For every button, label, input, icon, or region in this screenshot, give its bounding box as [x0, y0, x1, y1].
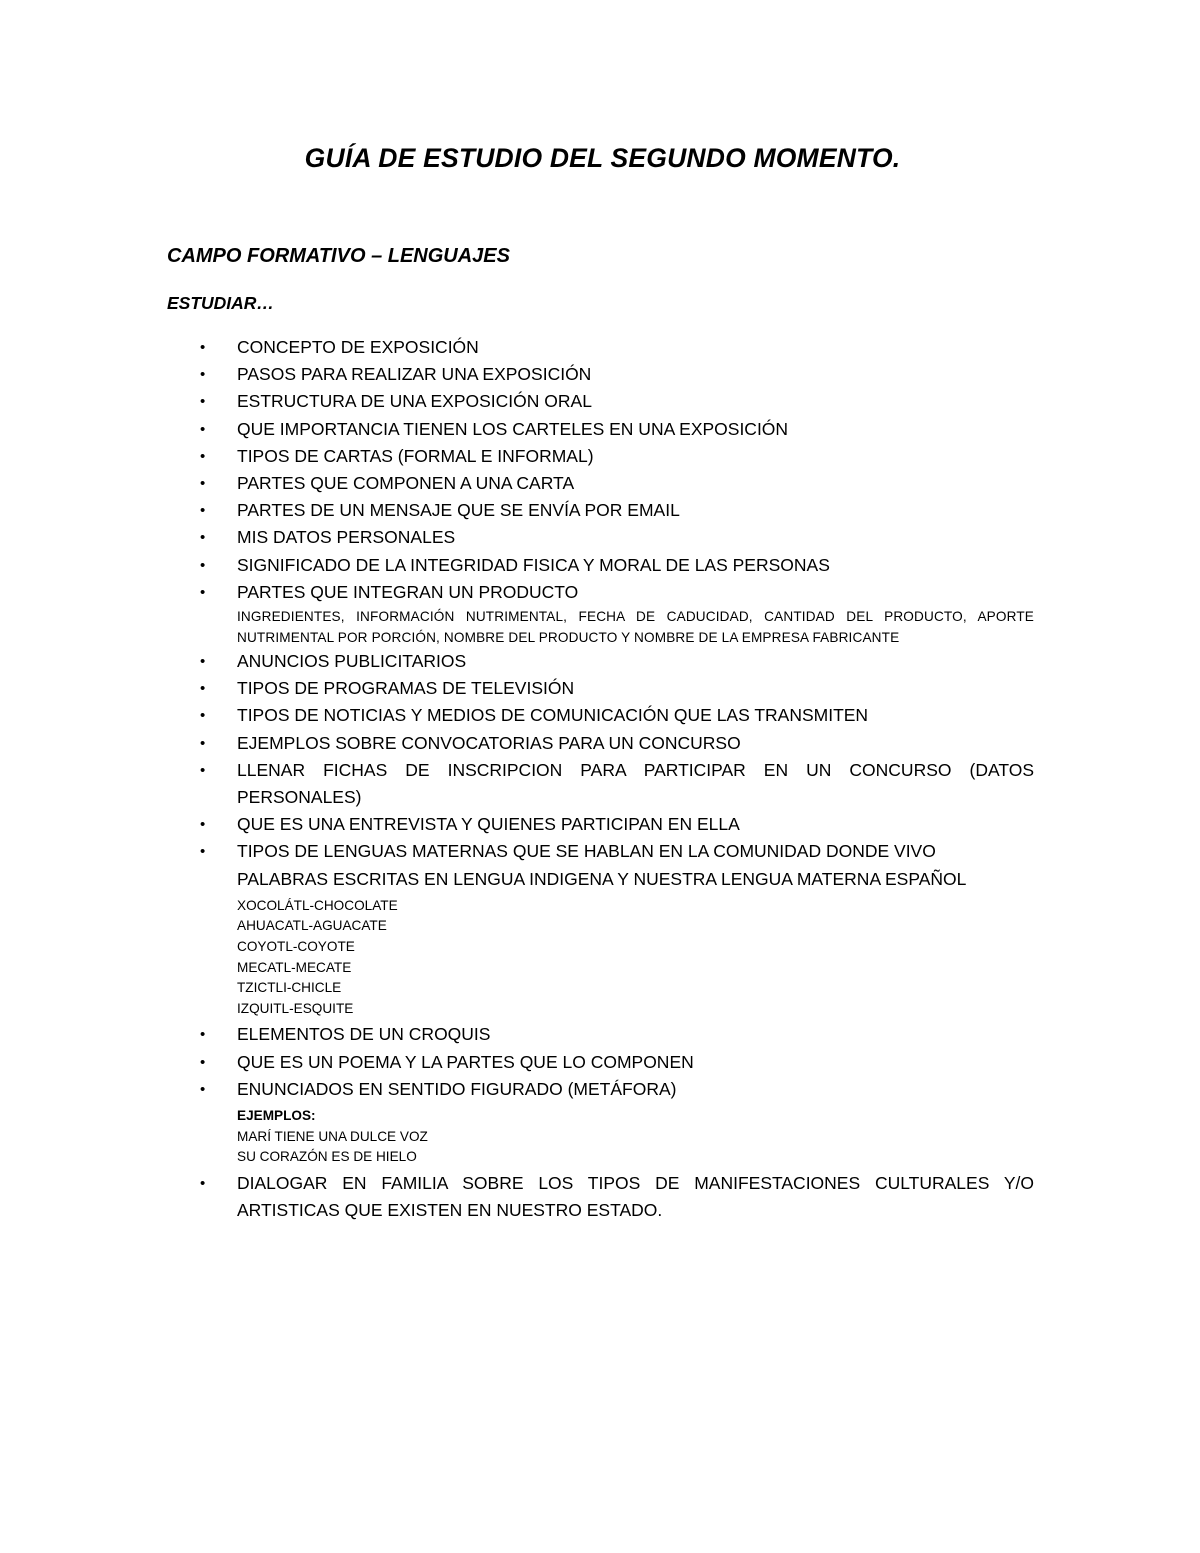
- topic-text: ANUNCIOS PUBLICITARIOS: [237, 651, 467, 672]
- topic-item-email-parts: [167, 497, 1034, 524]
- topic-text: TIPOS DE CARTAS (FORMAL E INFORMAL): [237, 445, 594, 466]
- topic-list: [167, 334, 1034, 1224]
- topic-text: ENUNCIADOS EN SENTIDO FIGURADO (METÁFORA): [237, 1078, 677, 1099]
- indigenous-word: XOCOLÁTL-CHOCOLATE: [237, 897, 398, 913]
- study-heading: ESTUDIAR…: [167, 293, 274, 313]
- indigenous-words-list: [237, 893, 1034, 1022]
- metaphor-examples: [237, 1103, 1034, 1170]
- bullet-icon: •: [200, 1174, 206, 1192]
- topic-item-oral-exposition-structure: [167, 388, 1034, 415]
- bullet-icon: •: [200, 1026, 206, 1044]
- topic-item-letter-types: [167, 443, 1034, 470]
- product-parts-detail: INGREDIENTES, INFORMACIÓN NUTRIMENTAL, FECHA DE CADUCIDAD, CANTIDAD DEL PRODUCTO, APORTE NUTRIMENTAL POR PORCIÓN, NOMBRE DEL PRODUCTO Y NOMBRE DE LA EMPRESA FABRICANTE: [237, 609, 1034, 646]
- bullet-icon: •: [200, 556, 206, 574]
- topic-item-news-types: [167, 702, 1034, 729]
- topic-item-contest-calls: [167, 730, 1034, 757]
- topic-text: PARTES DE UN MENSAJE QUE SE ENVÍA POR EMAIL: [237, 500, 680, 521]
- topic-item-exposition-steps: [167, 361, 1034, 388]
- topic-item-cultural-manifestations: [167, 1170, 1034, 1224]
- topic-text: QUE ES UNA ENTREVISTA Y QUIENES PARTICIPAN EN ELLA: [237, 814, 740, 835]
- bullet-icon: •: [200, 1053, 206, 1071]
- topic-text: PASOS PARA REALIZAR UNA EXPOSICIÓN: [237, 364, 592, 385]
- bullet-icon: •: [200, 816, 206, 834]
- indigenous-word: MECATL-MECATE: [237, 959, 352, 975]
- indigenous-word: IZQUITL-ESQUITE: [237, 1000, 354, 1016]
- topic-text: ELEMENTOS DE UN CROQUIS: [237, 1024, 491, 1045]
- topic-text: TIPOS DE LENGUAS MATERNAS QUE SE HABLAN EN LA COMUNIDAD DONDE VIVO: [237, 841, 936, 862]
- topic-text: TIPOS DE PROGRAMAS DE TELEVISIÓN: [237, 678, 575, 699]
- topic-item-exposition-concept: [167, 334, 1034, 361]
- example-sentence: MARÍ TIENE UNA DULCE VOZ: [237, 1128, 428, 1144]
- bullet-icon: •: [200, 366, 206, 384]
- topic-text: ESTRUCTURA DE UNA EXPOSICIÓN ORAL: [237, 391, 592, 412]
- topic-text: DIALOGAR EN FAMILIA SOBRE LOS TIPOS DE MANIFESTACIONES CULTURALES Y/O ARTISTICAS QUE EXISTEN EN NUESTRO ESTADO.: [237, 1172, 1034, 1221]
- topic-item-product-parts: [167, 579, 1034, 648]
- bullet-icon: •: [200, 583, 206, 601]
- topic-item-registration-forms: [167, 757, 1034, 811]
- topic-text: PARTES QUE COMPONEN A UNA CARTA: [237, 473, 575, 494]
- bullet-icon: •: [200, 680, 206, 698]
- bullet-icon: •: [200, 339, 206, 356]
- bullet-icon: •: [200, 502, 206, 520]
- topic-item-sketch-elements: [167, 1021, 1034, 1048]
- bullet-icon: •: [200, 393, 206, 411]
- topic-item-mother-tongues: [167, 838, 1034, 1021]
- topic-item-tv-programs: [167, 675, 1034, 702]
- bullet-icon: •: [200, 529, 206, 547]
- topic-text: QUE IMPORTANCIA TIENEN LOS CARTELES EN UNA EXPOSICIÓN: [237, 418, 789, 439]
- bullet-icon: •: [200, 447, 206, 465]
- bullet-icon: •: [200, 653, 206, 671]
- topic-text: CONCEPTO DE EXPOSICIÓN: [237, 337, 479, 357]
- document-title: GUÍA DE ESTUDIO DEL SEGUNDO MOMENTO.: [304, 143, 901, 173]
- topic-text: PARTES QUE INTEGRAN UN PRODUCTO: [237, 581, 579, 602]
- bullet-icon: •: [200, 734, 206, 752]
- example-sentence: SU CORAZÓN ES DE HIELO: [237, 1149, 417, 1165]
- examples-label: EJEMPLOS:: [237, 1108, 316, 1124]
- topic-text: MIS DATOS PERSONALES: [237, 527, 456, 548]
- bullet-icon: •: [200, 707, 206, 725]
- topic-item-personal-data: [167, 524, 1034, 551]
- topic-text: SIGNIFICADO DE LA INTEGRIDAD FISICA Y MORAL DE LAS PERSONAS: [237, 554, 830, 575]
- bullet-icon: •: [200, 843, 206, 861]
- topic-item-advertisements: [167, 648, 1034, 675]
- topic-item-posters-importance: [167, 416, 1034, 443]
- topic-text: LLENAR FICHAS DE INSCRIPCION PARA PARTICIPAR EN UN CONCURSO (DATOS PERSONALES): [237, 759, 1034, 808]
- topic-item-interview: [167, 811, 1034, 838]
- bullet-icon: •: [200, 420, 206, 438]
- topic-item-poem: [167, 1049, 1034, 1076]
- topic-item-letter-parts: [167, 470, 1034, 497]
- bullet-icon: •: [200, 475, 206, 493]
- topic-text: QUE ES UN POEMA Y LA PARTES QUE LO COMPONEN: [237, 1051, 694, 1072]
- bullet-icon: •: [200, 761, 206, 779]
- topic-continuation-text: PALABRAS ESCRITAS EN LENGUA INDIGENA Y NUESTRA LENGUA MATERNA ESPAÑOL: [237, 868, 967, 889]
- topic-text: EJEMPLOS SOBRE CONVOCATORIAS PARA UN CONCURSO: [237, 732, 741, 753]
- topic-text: TIPOS DE NOTICIAS Y MEDIOS DE COMUNICACIÓN QUE LAS TRANSMITEN: [237, 705, 869, 726]
- indigenous-word: COYOTL-COYOTE: [237, 939, 355, 955]
- field-heading: CAMPO FORMATIVO – LENGUAJES: [167, 245, 510, 267]
- topic-item-integrity: [167, 552, 1034, 579]
- bullet-icon: •: [200, 1080, 206, 1098]
- topic-item-metaphor: [167, 1076, 1034, 1170]
- indigenous-word: TZICTLI-CHICLE: [237, 980, 342, 996]
- indigenous-word: AHUACATL-AGUACATE: [237, 918, 387, 934]
